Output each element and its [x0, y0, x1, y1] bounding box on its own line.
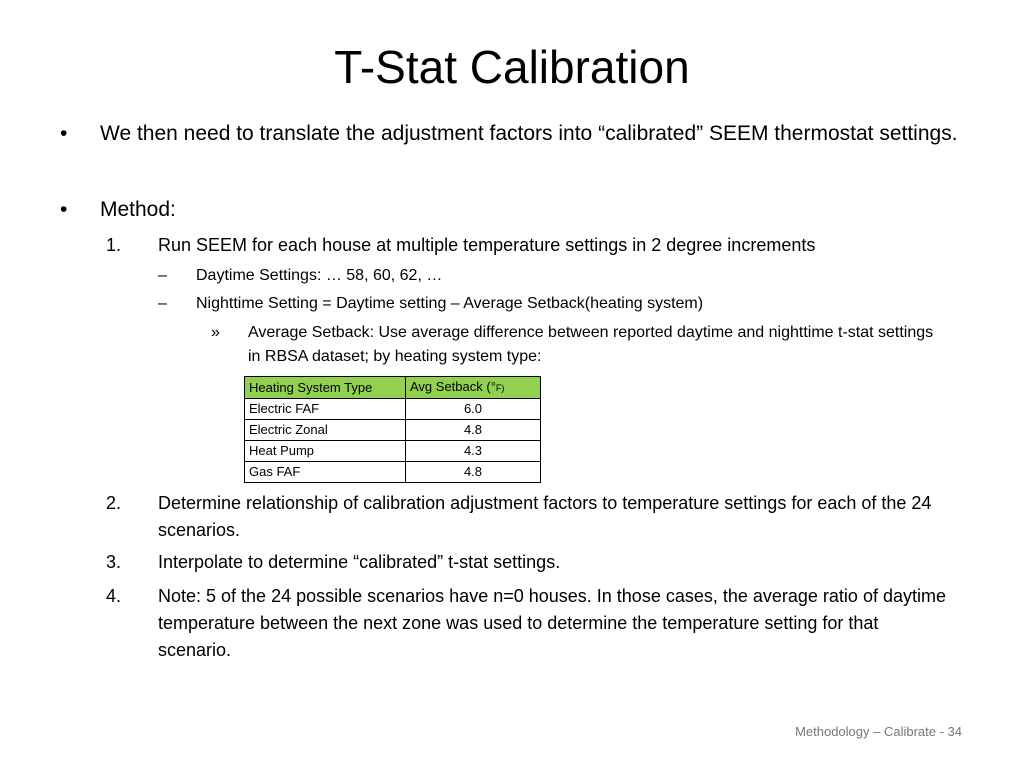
- table-header-row: [245, 377, 541, 399]
- table-row: [245, 399, 541, 420]
- step-text: Determine relationship of calibration adjustment factors to temperature settings for each of the 24 scenarios.: [158, 493, 932, 540]
- bullet-marker: •: [60, 198, 68, 221]
- step-number: 2.: [106, 493, 122, 513]
- raquo-marker: »: [211, 324, 220, 341]
- slide-footer: Methodology – Calibrate - 34: [795, 724, 962, 739]
- cell-setback-value: 4.8: [406, 420, 541, 441]
- cell-setback-value: 6.0: [406, 399, 541, 420]
- setback-table: [244, 376, 541, 483]
- sub-item-text: Nighttime Setting = Daytime setting – Average Setback(heating system): [196, 295, 704, 312]
- slide-title: T-Stat Calibration: [334, 41, 690, 93]
- cell-system-type: Electric FAF: [245, 399, 406, 420]
- table-row: [245, 462, 541, 483]
- table-row: [245, 441, 541, 462]
- header-heating-system-type: Heating System Type: [245, 377, 406, 399]
- cell-system-type: Gas FAF: [245, 462, 406, 483]
- step-text: Note: 5 of the 24 possible scenarios have n=0 houses. In those cases, the average ratio of daytime temperature between the next zone was used to determine the temperature setting for that scenario.: [158, 586, 946, 660]
- header-unit: F): [495, 383, 505, 393]
- header-avg-setback: [406, 377, 541, 399]
- cell-setback-value: 4.8: [406, 462, 541, 483]
- step-number: 4.: [106, 586, 122, 606]
- header-avg-setback-label: Avg Setback (°: [410, 379, 496, 394]
- sub-sub-item-text: Average Setback: Use average difference between reported daytime and nighttime t-stat settings in RBSA dataset; by heating system type:: [248, 324, 934, 365]
- step-number: 1.: [106, 235, 122, 255]
- table-row: [245, 420, 541, 441]
- step-number: 3.: [106, 552, 122, 572]
- bullet-marker: •: [60, 122, 68, 145]
- cell-system-type: Heat Pump: [245, 441, 406, 462]
- cell-system-type: Electric Zonal: [245, 420, 406, 441]
- bullet-text: We then need to translate the adjustment factors into “calibrated” SEEM thermostat settings.: [100, 122, 958, 145]
- dash-marker: –: [158, 295, 167, 312]
- sub-item-text: Daytime Settings: … 58, 60, 62, …: [196, 267, 443, 284]
- cell-setback-value: 4.3: [406, 441, 541, 462]
- dash-marker: –: [158, 267, 167, 284]
- step-text: Run SEEM for each house at multiple temperature settings in 2 degree increments: [158, 235, 816, 255]
- step-text: Interpolate to determine “calibrated” t-stat settings.: [158, 552, 561, 572]
- bullet-text: Method:: [100, 198, 176, 221]
